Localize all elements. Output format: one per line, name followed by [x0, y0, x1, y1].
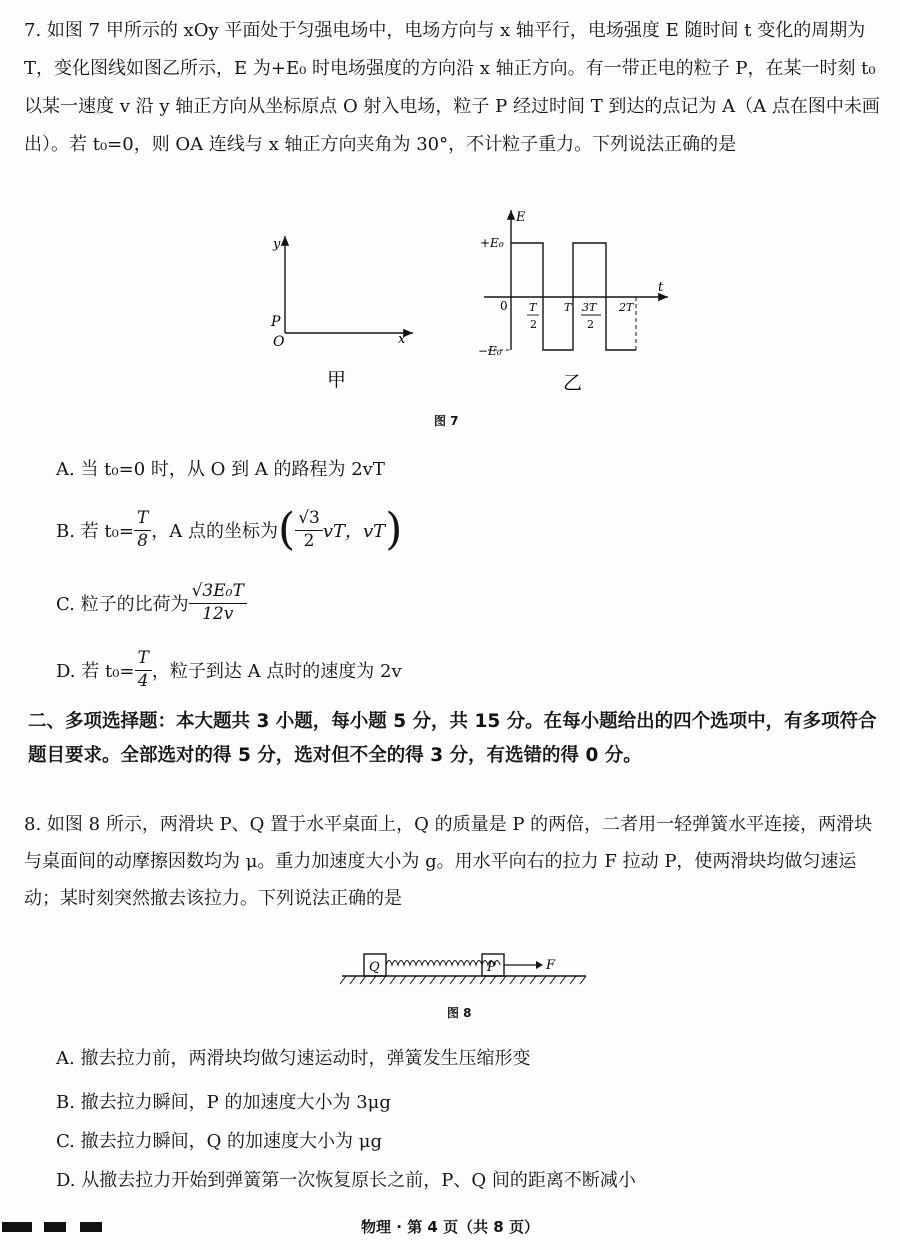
- option-7b-coord-tail: vT，vT: [322, 521, 386, 542]
- option-7d-tail: ，粒子到达 A 点时的速度为 2v: [151, 661, 402, 682]
- page-footer: [0, 1212, 900, 1242]
- option-7b-t0-fraction: $\frac{T}{8}$: [134, 510, 151, 551]
- point-p-label: P: [271, 314, 281, 330]
- tick-T: T: [564, 301, 572, 314]
- tick-t2-num: T: [529, 301, 537, 314]
- tick-3t2-num: 3T: [582, 301, 597, 314]
- option-7c-prefix: C. 粒子的比荷为: [56, 594, 189, 615]
- figure-yi-name: 乙: [563, 372, 583, 394]
- origin-label: O: [273, 334, 285, 350]
- option-8d: D. 从撤去拉力开始到弹簧第一次恢复原长之前，P、Q 间的距离不断减小: [56, 1170, 636, 1191]
- tick-3t2-den: 2: [587, 318, 594, 331]
- section-2-heading: 二、多项选择题：本大题共 3 小题，每小题 5 分，共 15 分。在每小题给出的四个选项中，有多项符合题目要求。全部选对的得 5 分，选对但不全的得 3 分，有选错的得 0 分。: [28, 711, 877, 766]
- page-number: 物理 · 第 4 页（共 8 页）: [361, 1218, 539, 1236]
- minus-e0-label: −E₀: [478, 344, 502, 358]
- plus-e0-label: +E₀: [480, 236, 504, 250]
- option-7d: [56, 640, 402, 700]
- option-7b-coord-fraction: $\frac{√3}{2}$: [295, 510, 323, 551]
- option-7c-fraction: $\frac{\text{√3E₀T}}{12v}$: [189, 583, 247, 624]
- t-axis-label: t: [658, 280, 664, 295]
- option-8b: B. 撤去拉力瞬间，P 的加速度大小为 3μg: [56, 1092, 391, 1113]
- question-number: 8.: [24, 814, 42, 835]
- y-label: y: [273, 237, 281, 252]
- option-7b: B. 若 t₀= $\frac{T}{8}$ ，A 点的坐标为 ( $\frac{√3}{2}$ vT，vT ): [56, 504, 403, 555]
- option-7a: A. 当 t₀=0 时，从 O 到 A 的路程为 2vT: [56, 459, 385, 480]
- tick-t2-den: 2: [530, 318, 537, 331]
- option-7d-prefix: D. 若 t₀=: [56, 661, 135, 682]
- figure-jia-name: 甲: [327, 369, 347, 391]
- block-p-label: P: [487, 960, 496, 975]
- question-8-text: 如图 8 所示，两滑块 P、Q 置于水平桌面上，Q 的质量是 P 的两倍，二者用一轻弹簧水平连接，两滑块与桌面间的动摩擦因数均为 μ。重力加速度大小为 g。用水平向右的拉力 F 拉动 P，使两滑块均做匀速运动；某时刻突然撤去该拉力。下列说法正确的是: [24, 814, 873, 909]
- question-8: [24, 806, 880, 917]
- force-arrowhead: [536, 961, 543, 969]
- force-label: F: [546, 958, 556, 973]
- x-label: x: [398, 332, 406, 347]
- figure-7-caption: 图 7: [434, 414, 459, 428]
- question-7: [24, 12, 880, 164]
- figure-yi: [478, 205, 678, 400]
- option-8a: A. 撤去拉力前，两滑块均做匀速运动时，弹簧发生压缩形变: [56, 1048, 531, 1069]
- block-q-label: Q: [369, 960, 380, 975]
- question-7-text: 如图 7 甲所示的 xOy 平面处于匀强电场中，电场方向与 x 轴平行，电场强度 E 随时间 t 变化的周期为 T，变化图线如图乙所示，E 为+E₀ 时电场强度的方向沿 x 轴正方向。有一带正电的粒子 P，在某一时刻 t₀ 以某一速度 v 沿 y 轴正方向从坐标原点 O 射入电场，粒子 P 经过时间 T 到达的点记为 A（A 点在图中未画出）。若 t₀=0，则 OA 连线与 x 轴正方向夹角为 30°，不计粒子重力。下列说法正确的是: [24, 20, 880, 155]
- table-hatching: [340, 976, 586, 984]
- figure-jia: [255, 228, 425, 398]
- e-axis-label: E: [516, 210, 526, 225]
- option-7d-fraction: $\frac{T}{4}$: [135, 650, 152, 691]
- option-7b-middle: ，A 点的坐标为: [151, 521, 279, 542]
- tick-2T: 2T: [619, 301, 634, 314]
- figure-8-caption: 图 8: [447, 1006, 472, 1020]
- question-number: 7.: [24, 20, 42, 41]
- origin-zero-label: 0: [500, 299, 508, 313]
- option-7c: [56, 572, 247, 634]
- spring: [386, 961, 500, 966]
- figure-8: [340, 948, 590, 988]
- option-7b-prefix: B. 若 t₀=: [56, 521, 134, 542]
- option-8c: C. 撤去拉力瞬间，Q 的加速度大小为 μg: [56, 1131, 382, 1152]
